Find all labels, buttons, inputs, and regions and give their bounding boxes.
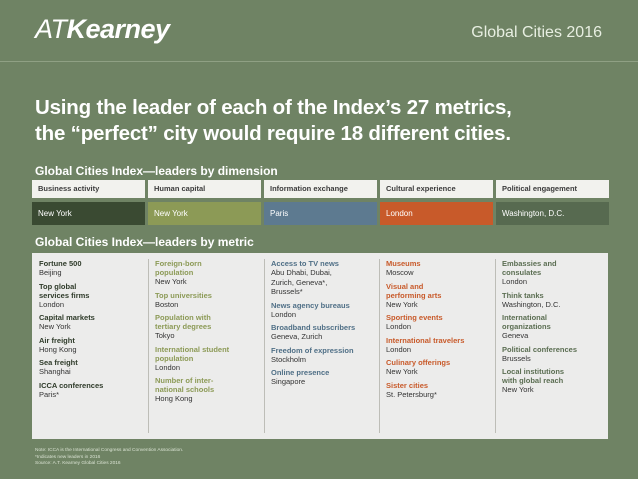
metric-leader: Geneva bbox=[502, 331, 529, 340]
metric-label: Embassies and consulates bbox=[502, 259, 557, 277]
header-bar bbox=[0, 0, 638, 62]
metric-leader: London bbox=[271, 309, 297, 319]
metric-label: Museums bbox=[386, 259, 421, 268]
metric-item bbox=[502, 367, 607, 395]
metric-leader: New York bbox=[502, 385, 534, 394]
metric-item bbox=[155, 259, 260, 287]
headline-line-1: Using the leader of each of the Index’s 27 metrics, bbox=[35, 96, 512, 119]
metric-label: Think tanks bbox=[502, 290, 544, 300]
metric-leader: Tokyo bbox=[155, 331, 175, 340]
metric-label: Population with tertiary degrees bbox=[155, 313, 212, 331]
metric-leader: St. Petersburg* bbox=[386, 389, 437, 399]
dimension-section-title: Global Cities Index—leaders by dimension bbox=[35, 164, 278, 178]
metric-leader: Stockholm bbox=[271, 354, 307, 364]
metric-leader: Washington, D.C. bbox=[502, 299, 561, 309]
metric-leader: Boston bbox=[155, 299, 179, 309]
metric-item bbox=[39, 259, 144, 278]
metric-item bbox=[502, 345, 607, 364]
metric-item bbox=[39, 313, 144, 332]
dimension-leader: Washington, D.C. bbox=[496, 202, 609, 225]
metric-label: International travelers bbox=[386, 335, 465, 345]
metric-item bbox=[39, 336, 144, 355]
metric-label: Top universities bbox=[155, 290, 212, 300]
metric-leader: London bbox=[386, 344, 412, 354]
metric-item bbox=[271, 323, 376, 342]
footnote-source: Source: A.T. Kearney Global Cities 2016 bbox=[35, 461, 121, 466]
metric-item bbox=[155, 313, 260, 341]
metric-label: International organizations bbox=[502, 313, 551, 331]
metric-item bbox=[386, 381, 491, 400]
metric-leader: Hong Kong bbox=[155, 394, 193, 403]
metric-leader: New York bbox=[155, 277, 187, 286]
metric-column bbox=[264, 259, 376, 433]
dimension-leader: New York bbox=[32, 202, 145, 225]
metric-item bbox=[386, 282, 491, 310]
metric-item bbox=[155, 376, 260, 404]
metric-item bbox=[271, 368, 376, 387]
brand-logo bbox=[35, 14, 170, 45]
dimension-leader: London bbox=[380, 202, 493, 225]
dimension-table bbox=[32, 180, 608, 225]
report-tagline: Global Cities 2016 bbox=[471, 24, 602, 41]
dimension-column bbox=[148, 180, 261, 225]
footnote-icca: Note: ICCA is the International Congress and Convention Association. bbox=[35, 448, 184, 453]
metric-item bbox=[155, 291, 260, 310]
brand-name: Kearney bbox=[66, 14, 170, 44]
dimension-leader: Paris bbox=[264, 202, 377, 225]
metric-item bbox=[39, 358, 144, 377]
header-divider bbox=[0, 61, 638, 62]
metric-label: Visual and performing arts bbox=[386, 281, 442, 300]
metric-section-title: Global Cities Index—leaders by metric bbox=[35, 235, 254, 249]
page-headline bbox=[35, 95, 625, 147]
metric-leader: New York bbox=[386, 299, 418, 309]
metric-leader: Shanghai bbox=[39, 367, 71, 376]
metric-item bbox=[502, 313, 607, 341]
metric-label: Top global services firms bbox=[39, 281, 90, 300]
metric-label: Culinary offerings bbox=[386, 358, 451, 367]
metric-column bbox=[148, 259, 260, 433]
metric-leader: Singapore bbox=[271, 377, 306, 386]
metric-item bbox=[271, 301, 376, 320]
metric-item bbox=[502, 259, 607, 287]
metric-item bbox=[155, 345, 260, 373]
metric-item bbox=[386, 336, 491, 355]
metric-item bbox=[39, 381, 144, 400]
metric-label: Local institutions with global reach bbox=[502, 367, 565, 385]
metric-label: Online presence bbox=[271, 368, 330, 377]
metric-item bbox=[502, 291, 607, 310]
dimension-heading: Business activity bbox=[32, 180, 145, 198]
metric-label: Capital markets bbox=[39, 313, 95, 322]
metric-leader: Moscow bbox=[386, 268, 414, 277]
footnotes bbox=[35, 448, 183, 468]
metric-leader: Hong Kong bbox=[39, 344, 77, 354]
metric-leader: Abu Dhabi, Dubai, Zurich, Geneva*, Brussels* bbox=[271, 268, 332, 296]
metric-column bbox=[379, 259, 491, 433]
metric-item bbox=[386, 259, 491, 278]
metric-label: Broadband subscribers bbox=[271, 323, 356, 332]
metric-label: Political conferences bbox=[502, 344, 578, 354]
dimension-column bbox=[32, 180, 145, 225]
metric-item bbox=[386, 358, 491, 377]
brand-prefix: AT bbox=[35, 14, 67, 44]
metric-item bbox=[386, 313, 491, 332]
dimension-leader: New York bbox=[148, 202, 261, 225]
metric-leader: New York bbox=[386, 367, 418, 376]
dimension-heading: Political engagement bbox=[496, 180, 609, 198]
metric-leader: Brussels bbox=[502, 353, 531, 363]
metric-leader: London bbox=[39, 299, 65, 309]
dimension-column bbox=[264, 180, 377, 225]
metric-label: Air freight bbox=[39, 335, 75, 345]
metric-label: Access to TV news bbox=[271, 259, 339, 268]
metric-label: International student population bbox=[155, 344, 230, 363]
dimension-heading: Cultural experience bbox=[380, 180, 493, 198]
metric-label: Foreign-born population bbox=[155, 259, 202, 277]
footnote-new-leaders: *Indicates new leaders in 2016 bbox=[35, 454, 101, 460]
metric-leader: London bbox=[155, 362, 181, 372]
metric-item bbox=[271, 259, 376, 297]
metric-table bbox=[32, 253, 608, 439]
metric-label: Sister cities bbox=[386, 380, 429, 390]
metric-label: ICCA conferences bbox=[39, 380, 104, 390]
metric-column bbox=[495, 259, 607, 433]
metric-item bbox=[271, 346, 376, 365]
metric-leader: London bbox=[502, 277, 528, 286]
metric-label: Freedom of expression bbox=[271, 345, 354, 355]
dimension-heading: Information exchange bbox=[264, 180, 377, 198]
metric-leader: London bbox=[386, 322, 412, 331]
dimension-heading: Human capital bbox=[148, 180, 261, 198]
metric-label: Fortune 500 bbox=[39, 259, 82, 268]
metric-leader: Geneva, Zurich bbox=[271, 332, 323, 341]
metric-item bbox=[39, 282, 144, 310]
metric-label: Sporting events bbox=[386, 313, 443, 322]
dimension-column bbox=[496, 180, 609, 225]
metric-leader: Paris* bbox=[39, 389, 60, 399]
metric-leader: Beijing bbox=[39, 268, 62, 277]
headline-line-2: the “perfect” city would require 18 different cities. bbox=[35, 122, 511, 145]
metric-column bbox=[39, 259, 144, 403]
metric-label: Number of inter- national schools bbox=[155, 376, 215, 394]
metric-label: Sea freight bbox=[39, 358, 78, 367]
dimension-column bbox=[380, 180, 493, 225]
metric-label: News agency bureaus bbox=[271, 300, 350, 310]
metric-leader: New York bbox=[39, 322, 71, 331]
